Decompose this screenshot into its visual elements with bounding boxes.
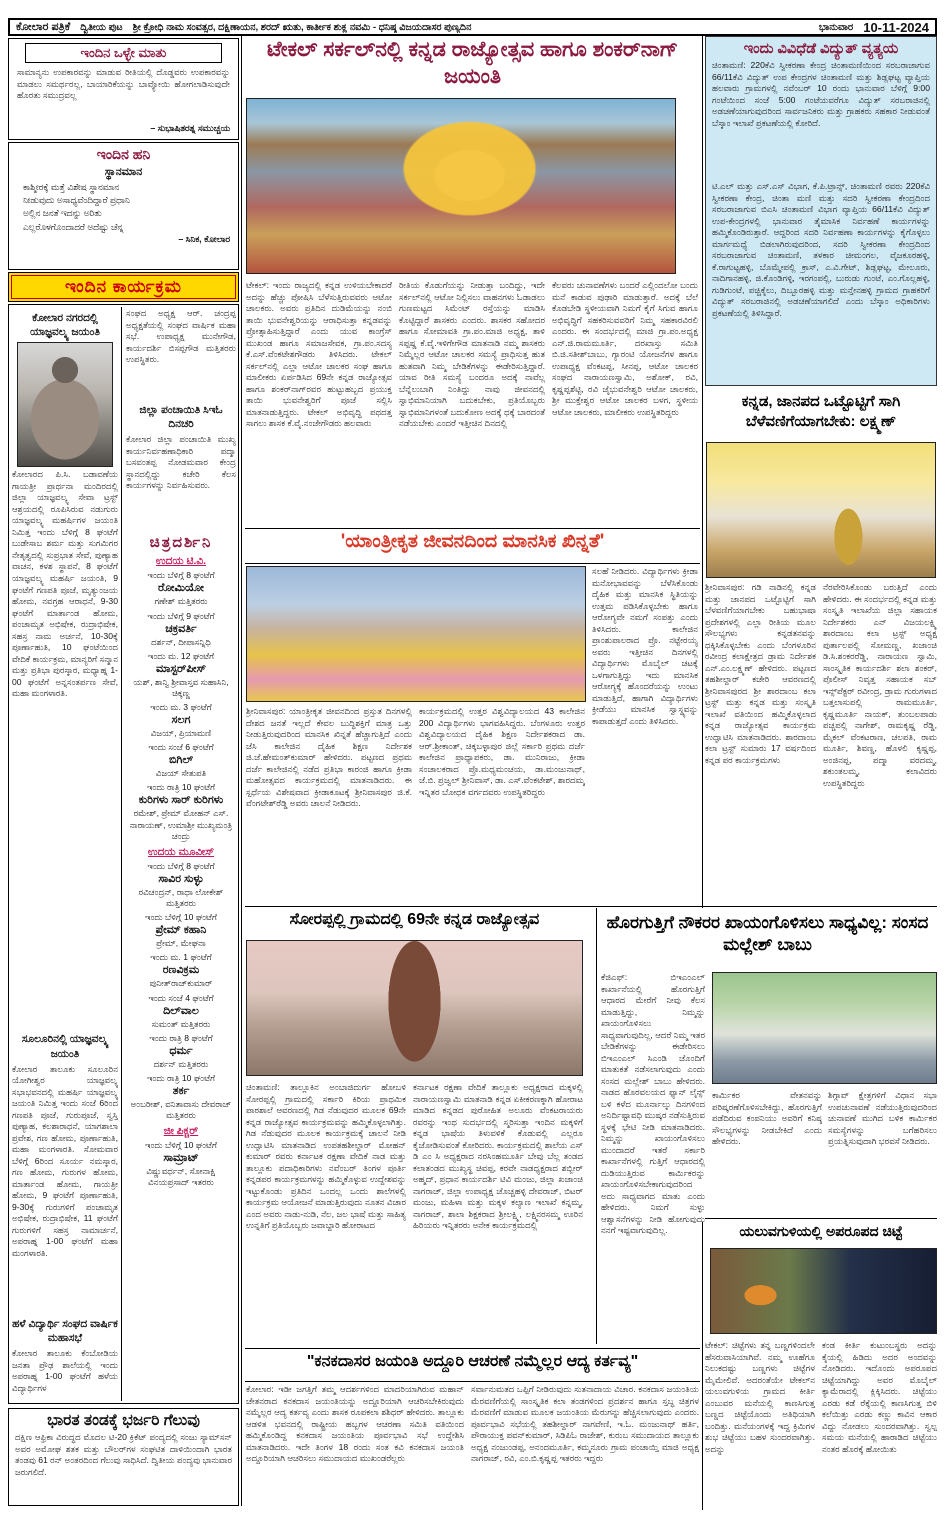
cricket-headline: ಭಾರತ ತಂಡಕ್ಕೆ ಭರ್ಜರಿ ಗೆಲುವು [47,1412,200,1429]
article4-headline: "ಕನಕದಾಸರ ಜಯಂತಿ ಅದ್ದೂರಿ ಆಚರಣೆ ನಮ್ಮೆಲ್ಲರ ಆದ್ಯ ಕರ್ತವ್ಯ" [245,1348,700,1382]
good-word-body: ಸಾಮಾನ್ಯನು ಉಪಕಾರವನ್ನು ಮಾಡುವ ರೀತಿಯಲ್ಲಿ ದೊಡ್ಡವರು ಉಪಕಾರವನ್ನು ಮಾಡಲು ಸಮರ್ಥರಲ್ಲ, ಬಾಯಾರಿಕೆಯನ್ನು ಬಾವ್ಯೋಯಿ ಹೋಗಲಾಡಿಸುವುದೇ ಹೊರತು ಸಮುದ್ರವಲ್ಲ [17,67,230,101]
hani-credit: – ಸಿನಿಕ, ಕೋಲಾರ [178,233,230,244]
tv-time: ಇಂದು ಬೆಳಿಗ್ಗೆ 8 ಘಂಟೆಗೆ [147,570,215,581]
good-word-title: ಇಂದಿನ ಒಳ್ಳೇ ಮಾತು [25,43,222,63]
cricket-body: ದಕ್ಷಿಣ ಆಫ್ರಿಕಾ ವಿರುದ್ಧದ ಮೊದಲ ಟಿ-20 ಕ್ರಿಕೆಟ್ ಪಂದ್ಯದಲ್ಲಿ ಸಂಜು ಸ್ಯಾಮ್‌ಸನ್ ಅವರ ಅಮೋಘ ಶತಕ ಮತ್ತು ಬೌಲರ್‌ಗಳ ಸಂಘಟಿತ ದಾಳಿಯಿಂದಾಗಿ ಭಾರತ ತಂಡವು 61 ರನ್ ಅಂತರದಿಂದ ಗೆಲುವು ಸಾಧಿಸಿದೆ. ದ್ವಿತೀಯ ಪಂದ್ಯವು ಭಾನುವಾರ ಜರುಗಲಿದೆ. [15,1432,232,1477]
tv-time: ಇಂದು ಮ. 3 ಘಂಟೆಗೆ [150,702,212,713]
event-body-3: ಕೋಲಾರ ತಾಲೂಕು ಕೆಂಬೋಡಿಯ ಜನತಾ ಪ್ರೌಢ ಶಾಲೆಯಲ್ಲಿ ಇಂದು ಅಪರಾಹ್ನ 1-00 ಘಂಟೆಗೆ ಹಳೆಯ ವಿದ್ಯಾರ್ಥಿಗಳ [12,1348,118,1393]
programs-col2 [126,308,236,1400]
event-head-yajnavalkya-sooluru: ಸೂಲೂರಿನಲ್ಲಿ ಯಾಜ್ಞವಲ್ಕ್ಯ ಜಯಂತಿ [21,1033,109,1060]
good-word-box [8,38,239,140]
mallesh-col3: ಶಿಗ್ಗಾವ್ ಕ್ಷೇತ್ರಗಳಿಗೆ ವಿಧಾನ ಸಭಾ ಉಪಚುನಾವಣೆ ನಡೆಯುತ್ತಿರುವುದರಿಂದ ಚುನಾವಣೆ ಮುಗಿದ ಬಳಿಕ ಕಾರ್ಮಿಕರ ಸಮಸ್ಯೆಗಳನ್ನು ಬಗೆಹರಿಸಲು ಪ್ರಯತ್ನಿಸುವುದಾಗಿ ಭರವಸೆ ನೀಡಿದರು. [828,1090,937,1147]
day-label: ಭಾನುವಾರ [818,21,854,33]
h-rule-2 [705,1218,937,1219]
event-body-2: ಕೋಲಾರ ತಾಲೂಕು ಸೂಲೂರಿನ ಯೋಗೀಶ್ವರ ಯಾಜ್ಞವಲ್ಕ್ಯ ಸಭಾಭವನದಲ್ಲಿ ಮಹರ್ಷಿ ಯಾಜ್ಞವಲ್ಕ್ಯ ಜಯಂತಿ ನಿಮಿತ್ತ ಇಂದು ಸಂಜೆ 6ರಿಂದ ಗಣಪತಿ ಪೂಜೆ, ಗುರುಪೂಜೆ, ಸ್ವಸ್ತಿ ಪುಣ್ಯಾಹ, ಕಲಶಾರಾಧನೆ, ಯಾಗಶಾಲಾ ಪ್ರವೇಶ, ಗಣ ಹೋಮ, ಪೂರ್ಣಾಹುತಿ, ಮಹಾ ಮಂಗಳಾರತಿ. ಸೋಮವಾರ ಬೆಳಿಗ್ಗೆ 6ರಿಂದ ಸೂರ್ಯ ನಮಸ್ಕಾರ, ಗಣ ಹೋಮ, ಗುರುಗಳ ಹೋಮ, ಮಾರ್ತಾಂಡ ಹೋಮ, ಗಾಯತ್ರೀ ಹೋಮ, 9 ಘಂಟೆಗೆ ಪೂರ್ಣಾಹುತಿ, 9-30ಕ್ಕೆ ಗುರುಗಳಿಗೆ ಪಂಚಾಮೃತ ಅಭಿಷೇಕ, ರುದ್ರಾಭಿಷೇಕ, 11 ಘಂಟೆಗೆ ಗುರುಗಳಿಗೆ ಸಹಸ್ರ ನಾಮಾರ್ಚನೆ, ಅಪರಾಹ್ನ 1-00 ಘಂಟೆಗೆ ಮಹಾ ಮಂಗಳಾರತಿ. [12,1063,118,1258]
power-outage-para1: ಚಿಂತಾಮಣಿ: 220ಕೆವಿ ಸ್ವೀಕರಣಾ ಕೇಂದ್ರ ಚಿಂತಾಮಣಿಯಿಂದ ಸರಬರಾಜಾಗುವ 66/11ಕೆವಿ ವಿದ್ಯುತ್ ಉಪ ಕೇಂದ್ರಗಳ ಚಿಂತಾಮಣಿ ಮತ್ತು ಶಿಡ್ಲಘಟ್ಟ ವ್ಯಾಪ್ತಿಯ ಹಲವಾರು ಗ್ರಾಮಗಳಲ್ಲಿ ನವೆಂಬರ್ 10 ರಂದು ಭಾನುವಾರ ಬೆಳಿಗ್ಗೆ 9:00 ಗಂಟೆಯಿಂದ ಸಂಜೆ 5:00 ಗಂಟೆಯವರೆಗೂ ವಿದ್ಯುತ್ ಸರಬರಾಜಿನಲ್ಲಿ ಅಡಚಣೆಯಾಗುವುದರಿಂದ ಸಾರ್ವಜನಿಕರು ಮತ್ತು ಗ್ರಾಹಕರು ಸಹಕಾರ ನೀಡುವಂತೆ ಬೆಸ್ಕಾಂ ಇಲಾಖೆ ಪ್ರಕಟಣೆಯಲ್ಲಿ ಕೋರಿದೆ. [712,60,930,128]
programs-box [8,304,239,1404]
article3-headline: ಸೋರಪ್ಪಲ್ಲಿ ಗ್ರಾಮದಲ್ಲಿ 69ನೇ ಕನ್ನಡ ರಾಜ್ಯೋತ್ಸವ [289,911,540,928]
channel-zee-picture: ಜೀ ಪಿಕ್ಚರ್ [163,1125,199,1138]
channel-udaya-tv: ಉದಯ ಟಿ.ವಿ. [155,555,207,568]
tv-movie-title: ಸಾಮ್ರಾಟ್ [163,1152,199,1165]
tv-cast: ರಮೇಶ್, ಪ್ರೇಮ್ ಮೋಹನ್ ಎಸ್. ನಾರಾಯಣ್, ಉಮಾಶ್ರೀ ಮುಖ್ಯಮಂತ್ರಿ ಚಂದ್ರು [129,808,233,841]
tv-time: ಇಂದು ಮ. 1 ಘಂಟೆಗೆ [150,952,212,963]
tv-cast: ದರ್ಶನ್ ಮತ್ತಿತರರು [153,1058,209,1069]
tv-movie-title: ಸಾವಿರ ಸುಳ್ಳು [158,872,204,885]
tv-movie-title: ರಣವಿಕ್ರಮ [162,964,200,977]
butterfly-photo [710,1248,937,1334]
tv-movie-title: ಚಕ್ರವರ್ತಿ [165,622,197,635]
column-rule-left [241,36,242,1506]
article3-col1: ಚಿಂತಾಮಣಿ: ತಾಲ್ಲೂಕಿನ ಅಂಬಾಜಿದುರ್ಗ ಹೋಬಳಿ ಸೋರಪ್ಪಲ್ಲಿ ಗ್ರಾಮದಲ್ಲಿ ಸರ್ಕಾರಿ ಕಿರಿಯ ಪ್ರಾಥಮಿಕ ಪಾಠಶಾಲೆ ಆವರಣದಲ್ಲಿ ಗಿಡ ನೆಡುವುದರ ಮೂಲಕ 69ನೇ ಕನ್ನಡ ರಾಜ್ಯೋತ್ಸವ ಕಾರ್ಯಕ್ರಮವನ್ನು ಹಮ್ಮಿಕೊಳ್ಳಲಾಗಿತ್ತು. ಗಿಡ ನೆಡುವುದರ ಮೂಲಕ ಕಾರ್ಯಕ್ರಮಕ್ಕೆ ಚಾಲನೆ ನೀಡಿ ಉದ್ಘಾಟಿಸಿ ಮಾತನಾಡಿದ ಉಪತಹಶೀಲ್ದಾರ್ ಮೋಹನ್ ಕುಮಾರ್ ರವರು ಕರ್ನಾಟಕ ರಕ್ಷಣಾ ವೇದಿಕೆ ನಾಡ ಮತ್ತು ತಾಲ್ಲೂಕು ಪದಾಧಿಕಾರಿಗಳು ನವೆಂಬರ್ ತಿಂಗಳ ಪೂರ್ತಿ ಕನ್ನಡಪರ ಕಾರ್ಯಕ್ರಮಗಳನ್ನು ಹಮ್ಮಿಕೊಳ್ಳುವ ಉದ್ದೇಶವನ್ನು ಇಟ್ಟುಕೊಂಡು ಪ್ರತಿದಿನ ಒಂದಲ್ಲ ಒಂದು ಶಾಲೆಗಳಲ್ಲಿ ಕಾರ್ಯಕ್ರಮ ಆಯೋಜನೆ ಮಾಡುತ್ತಿರುವುದು ನೂತನ ವಿಚಾರ ಎಂದ ಅವರು ನಾಡು-ನುಡಿ, ನೆಲ, ಜಲ ಭಾಷೆ ಮತ್ತು ಸಾಹಿತ್ಯ ಉನ್ನತಿಗೆ ಪ್ರತಿಯೊಬ್ಬರು ಜವಾಬ್ದಾರಿ ಹೋರಾಟದ [246,1082,406,1231]
tv-cast: ಪ್ರೇಮ್, ಮೇಘನಾ [156,938,206,949]
event-head-alumni: ಹಳೆ ವಿದ್ಯಾರ್ಥಿ ಸಂಘದ ವಾರ್ಷಿಕ ಮಹಾಸಭೆ [12,1317,118,1344]
hani-line: ಎಲ್ಲರೊಳಗೊಂದಾದರೆ ಅದೆಷ್ಟು ಚೆನ್ನ [23,221,124,232]
tv-time: ಇಂದು ರಾತ್ರಿ 8 ಘಂಟೆಗೆ [149,1032,213,1043]
article4-col1: ಕೋಲಾರ: ಇಡೀ ಜಗತ್ತಿಗೆ ತಮ್ಮ ಆದರ್ಶಗಳಿಂದ ಮಾದರಿಯಾಗಿರುವ ಮಹಾನ್ ಚೇತನರಾದ ಕನಕದಾಸ ಜಯಂತಿಯನ್ನು ಅದ್ದೂರಿಯಾಗಿ ಆಚರಿಸಬೇಕಿರುವುದು ನಮ್ಮೆಲ್ಲರ ಆದ್ಯ ಕರ್ತವ್ಯ ಎಂದು ಶಾಸಕ ರೂಪಕಲಾ ಶಶಿಧರ್ ಹೇಳಿದರು. ತಾಲ್ಲೂಕು ಆಡಳಿತ ಭವನದಲ್ಲಿ ರಾಷ್ಟ್ರೀಯ ಹಬ್ಬಗಳ ಆಚರಣಾ ಸಮಿತಿ ವತಿಯಿಂದ ಹಮ್ಮಿಕೊಂಡಿದ್ದ ಕನಕದಾಸ ಜಯಂತಿಯ ಪೂರ್ವಭಾವಿ ಸಭೆ ಉದ್ದೇಶಿಸಿ ಮಾತನಾಡಿದರು. ಇದೇ ತಿಂಗಳ 18 ರಂದು ಸಂತ ಕವಿ ಕನಕದಾಸ ಜಯಂತಿ ಅದ್ದೂರಿಯಾಗಿ ಆಚರಿಸಲು ಸಮುದಾಯದ ಮುಖಂಡರೆಲ್ಲರು [246,1384,464,1464]
h-rule-1 [245,906,937,907]
mallesh-col2: ಕಾರ್ಮಿಕರ ವೇತನವನ್ನು ಪರಿಷ್ಕರಣೆಗೊಳಿಸಬೇಕಿದ್ದು, ಹೊರಗುತ್ತಿಗೆ ಪಡೆದಿರುವ ಕಂಪನಿಯು ಅವರಿಗೆ ಕನಿಷ್ಠ ಸೌಲಭ್ಯಗಳನ್ನು ನೀಡಬೇಕಿದೆ ಎಂದು ಹೇಳಿದರು. [712,1090,822,1147]
almanac-line: ಶ್ರೀ ಕ್ರೋಧಿ ನಾಮ ಸಂವತ್ಸರ, ದಕ್ಷಿಣಾಯನ, ಶರದ್ ಋತು, ಕಾರ್ತೀಕ ಶುಕ್ಲ ನವಮಿ - ಧನಿಷ್ಠ ವಿಜಯದಾಸರ ಪುಣ್ಯದಿನ [132,21,472,33]
tv-cast: ವಿಜಯ್ ಸೇತುಪತಿ [155,768,207,779]
tv-movie-title: ರೋಮಿಯೋ [158,582,204,595]
tv-movie-title: ಸಲಗ [171,714,191,727]
tv-cast: ವಿಜಯ್, ಪ್ರಿಯಾಮಣಿ [150,728,212,739]
tv-time: ಇಂದು ಮ. 12 ಘಂಟೆಗೆ [147,650,215,661]
article2-headline: 'ಯಾಂತ್ರೀಕೃತ ಜೀವನದಿಂದ ಮಾನಸಿಕ ಖಿನ್ನತೆ' [245,528,700,564]
masthead [8,18,937,36]
tv-cast: ರವಿಚಂದ್ರನ್, ರಾಧಾ ಲೋಕೇಶ್ ಮತ್ತಿತರರು [138,886,224,909]
mallesh-headline: ಹೊರಗುತ್ತಿಗೆ ನೌಕರರ ಖಾಯಂಗೊಳಿಸಲು ಸಾಧ್ಯವಿಲ್ಲ: ಸಂಸದ ಮಲ್ಲೇಶ್ ಬಾಬು [606,913,929,955]
tv-movie-title: ಪ್ರೇಮ್ ಕಹಾನಿ [155,924,207,937]
edition-label: ದ್ವಿತೀಯ ಪುಟ [80,21,123,33]
tv-listings-title: ಚಿತ್ರದರ್ಶಿನಿ [149,534,213,552]
tv-movie-title: ಬಿಗಿಲ್ [168,754,194,767]
programs-banner [8,272,239,302]
mallesh-photo-mp-speaking [712,972,937,1084]
programs-divider [121,307,122,1401]
article4-col2: ಸರ್ವಾನುಮತದ ಒಪ್ಪಿಗೆ ನೀಡಿರುವುದು ಸುತನಾದಾಯ ವಿಚಾರ. ಕನಕದಾಸ ಜಯಂತಿಯ ಮೆರವಣಿಗೆಯಲ್ಲಿ ಸಾಂಸ್ಕೃತಿಕ ಕಲಾ ತಂಡಗಳಿಂದ ಪ್ರದರ್ಶನ ಹಾಗೂ ಸ್ತಬ್ಧ ಚಿತ್ರಗಳ ಮೆರವಣಿಗೆ ಮಾಡುವ ಮೂಲಕ ಜಯಂತಿಯ ಮೆರುಗನ್ನು ಹೆಚ್ಚಿಸಲಾಗುವುದು ಎಂದರು. ಪೂರ್ವಭಾವಿ ಸಭೆಯಲ್ಲಿ ತಹಶೀಲ್ದಾರ್ ನಾಗವೇಣಿ, ಇ.ಓ. ಮಂಜುನಾಥ್ ಹರ್ತಿ, ಪೌರಾಯುಕ್ತ ಪವನ್‌ಕುಮಾರ್, ಸಿಡಿಪಿಓ ರಾಜೇಶ್, ಕುರುಬ ಸಮುದಾಯದ ತಾಲ್ಲೂಕು ಅಧ್ಯಕ್ಷ ನಂಜುಂಡಪ್ಪ, ಅನಂದಮೂರ್ತಿ, ಕಮ್ಮನೂರು ಗ್ರಾಮ ಪಂಚಾಯ್ತಿ ಮಾಜಿ ಅಧ್ಯಕ್ಷ ನಾಗರಾಜ್, ರವಿ, ಎಂ.ಬಿ.ಕೃಷ್ಣಪ್ಪ ಇತರರು ಇದ್ದರು [471,1384,699,1464]
lakshman-col2: ನೆರವೇರಿಸಿಕೊಂಡು ಬರುತ್ತಿದೆ ಎಂದು ಹೇಳಿದರು. ಈ ಸಂದರ್ಭದಲ್ಲಿ ಕನ್ನಡ ಮತ್ತು ಸಂಸ್ಕೃತಿ ಇಲಾಖೆಯ ಜಿಲ್ಲಾ ಸಹಾಯಕ ನಿರ್ದೇಶಕರು ಎನ್ ವಿಜಯಲಕ್ಷ್ಮಿ ಶಾರದಾಂಬ ಕಲಾ ಟ್ರಸ್ಟ್ ಅಧ್ಯಕ್ಷ ಪುರ್ತಾಲಪಲ್ಲಿ ಸೋಮಣ್ಣ, ಖಜಾಂಚಿ ಡಿ.ಸಿ.ಶಂಕರರೆಡ್ಡಿ, ನಾರಾಯಣ ಸ್ವಾಮಿ, ಸಾಂಸ್ಕೃತಿಕ ಕಾರ್ಯದರ್ಶಿ ಶಲಾ ಶಂಕರ್, ಪೊಲೀಸ್ ನಿವೃತ್ತ ಸಹಾಯಕ ಸಬ್ ಇನ್ಸ್‌ಪೆಕ್ಟರ್ ರವೀಂದ್ರ, ಡ್ರಾಮ ಗುರುಗಳಾದ ಬತ್ತಲಾಸುಪಲ್ಲಿ ರಾಮಮೂರ್ತಿ, ಕೃಷ್ಣಮೂರ್ತಿ ನಾಯಕ್, ತುಂಬಲಪಾಡು ಪಚ್ಚಪಲ್ಲಿ ನಾಗೇಶ್, ರಾಮಕೃಷ್ಣ ರೆಡ್ಡಿ, ಮೈಕಲ್ ವೆಂಕಟರಾಣ, ಚಲಪತಿ, ರಾಮ ಮೂರ್ತಿ, ಶಿವಣ್ಣ, ಹೊಳಲಿ ಕೃಷ್ಣಪ್ಪ, ಅಂಜಿನಪ್ಪ, ಪದ್ಮಾ ವರದಮ್ಮ, ಶಕುಂತಲಮ್ಮ, ಕಲಾವಿದರು ಉಪಸ್ಥಿತರಿದ್ದರು [823,582,937,788]
tv-time: ಇಂದು ಸಂಜೆ 6 ಘಂಟೆಗೆ [148,742,214,753]
mallesh-col1: ಕೆಜಿಎಫ್: ಬಿಇಎಂಎಲ್ ಕಾರ್ಖಾನೆಯಲ್ಲಿ ಹೊರಗುತ್ತಿಗೆ ಆಧಾರದ ಮೇರೆಗೆ ನೀವು ಕೆಲಸ ಮಾಡುತ್ತಿದ್ದು, ನಿಮ್ಮನ್ನು ಖಾಯಂಗೊಳಿಸಲು ಸಾಧ್ಯವಾಗುವುದಿಲ್ಲ, ಆದರೆ ನಿಮ್ಮ ಇತರ ಬೇಡಿಕೆಗಳನ್ನು ಈಡೇರಿಸಲು ಬಿಇಎಂಎಲ್ ಸಿಎಂಡಿ ಜೊಂದಿಗೆ ಮಾತುಕತೆ ನಡೆಸಲಾಗುವುದು ಎಂದು ಸಂಸದ ಮಲ್ಲೇಶ್ ಬಾಬು ಹೇಳಿದರು. ನಾಡದ ಹೊರವಲಯದ ಫ್ಯಾನ್ ಲೈನ್ಸ್ ಬಳಿ ಕಳೆದ ಮೂರ್ನಾಲ್ಕು ದಿನಗಳಿಂದ ಅನಿರ್ದಿಷ್ಟಾವಧಿ ಮುಷ್ಕರ ನಡೆಸುತ್ತಿರುವ ಸ್ಥಳಕ್ಕೆ ಭೇಟಿ ನೀಡಿ ಮಾತನಾಡಿದರು. ನಿಮ್ಮನ್ನು ಖಾಯಂಗೊಳಿಸಲು ಮುಂದಾದರೆ ಇತರೆ ಸರ್ಕಾರಿ ಕಾರ್ಖಾನೆಗಳಲ್ಲಿ ಗುತ್ತಿಗೆ ಆಧಾರದಲ್ಲಿ ದುಡಿಯುತ್ತಿರುವ ಕಾರ್ಮಿಕರನ್ನು ಖಾಯಂಗೊಳಿಸಬೇಕಾಗುವುದರಿಂದ ಅದು ಸಾಧ್ಯವಾಗದ ಮಾತು ಎಂದು ಹೇಳಿದರು. ನಿಮಗೆ ಸುಳ್ಳು ಆಶ್ವಾಸನೆಗಳನ್ನು ನೀಡಿ ಹೋಗುವುದು ನನಗೆ ಇಷ್ಟವಾಗುವುದಿಲ್ಲ. [601,972,705,1236]
article1-headline: ಟೇಕಲ್ ಸರ್ಕಲ್‌ನಲ್ಲಿ ಕನ್ನಡ ರಾಜ್ಯೋತ್ಸವ ಹಾಗೂ ಶಂಕರ್‌ನಾಗ್ ಜಯಂತಿ [266,38,679,89]
hani-subtitle: ಸ್ಥಾನಮಾನ [104,166,143,178]
hani-title: ಇಂದಿನ ಹನಿ [96,146,151,162]
tv-time: ಇಂದು ಬೆಳಿಗ್ಗೆ 8 ಘಂಟೆಗೆ [147,860,215,871]
tv-time: ಇಂದು ಬೆಳಿಗ್ಗೆ 10 ಘಂಟೆಗೆ [144,1140,217,1151]
tv-cast: ಪುನೀತ್‌ರಾಜ್‌ಕುಮಾರ್ [149,978,213,989]
column-rule-right-top [702,36,703,908]
butterfly-headline: ಯಲುವಗುಳಿಯಲ್ಲಿ ಅಪರೂಪದ ಚಿಟ್ಟೆ [739,1223,903,1239]
hani-line: ಕಾಶ್ಮೀರಕ್ಕೆ ಮತ್ತೆ ವಿಶೇಷ ಸ್ಥಾನಮಾನ [23,182,120,192]
tv-time: ಇಂದು ಬೆಳಿಗ್ಗೆ 9 ಘಂಟೆಗೆ [147,610,215,621]
lakshman-photo-lamp-lighting [706,442,936,578]
ceo-diary-body: ಕೋಲಾರ ಜಿಲ್ಲಾ ಪಂಚಾಯಿತಿ ಮುಖ್ಯ ಕಾರ್ಯನಿರ್ವಹಣಾಧಿಕಾರಿ ಪದ್ಮಾ ಬಸವಂತಪ್ಪ ನೋಡಮವಾರ ಕೇಂದ್ರ ಸ್ಥಾನದಲ್ಲಿದ್ದು ಕಚೇರಿ ಕೆಲಸ ಕಾರ್ಯಗಳನ್ನು ನಿರ್ವಹಿಸುವರು. [126,434,236,491]
tv-time: ಇಂದು ಬೆಳಿಗ್ಗೆ 10 ಘಂಟೆಗೆ [144,912,217,923]
programs-banner-label: ಇಂದಿನ ಕಾರ್ಯಕ್ರಮ [65,277,182,296]
tv-movie-title: ಮಾಸ್ಟರ್‌ಪೀಸ್ [156,662,206,675]
programs-col1 [12,308,118,1400]
tv-movie-title: ತರ್ಕ [172,1084,190,1097]
lakshman-col1: ಶ್ರೀನಿವಾಸಪುರ: ಗಡಿ ನಾಡಿನಲ್ಲಿ ಕನ್ನಡ ಮತ್ತು ಜಾನಪದ ಒಟ್ಟೊಟ್ಟಿಗೆ ಸಾಗಿ ಬೆಳವಣಿಗೆಯಾಗಬೇಕು ಬಹುಭಾಷಾ ಪ್ರದೇಶಗಳಲ್ಲಿ ಎಲ್ಲಾ ರೀತಿಯ ಮೂಲ ಸೌಲಭ್ಯಗಳು ಕನ್ನಡತನವನ್ನು ಧಕ್ಕಿಸಿಕೊಳ್ಳಬೇಕು ಎಂದು ಬೆಂಗಳೂರಿನ ರವೀಂದ್ರ ಕಲಾಕ್ಷೇತ್ರದ ಡ್ರಾಮ ನಿರ್ದೇಶಕ ಎನ್.ಎಂ.ಲಕ್ಷ್ಮಣ್ ಹೇಳಿದರು. ಪಟ್ಟಣದ ತಹಶೀಲ್ದಾರ್ ಕಚೇರಿ ಆವರಣದಲ್ಲಿ ಶ್ರೀನಿವಾಸಪುರದ ಶ್ರೀ ಶಾರದಾಂಬ ಕಲಾ ಟ್ರಸ್ಟ್ ಮತ್ತು ಕನ್ನಡ ಮತ್ತು ಸಂಸ್ಕೃತಿ ಇಲಾಖೆ ವತಿಯಿಂದ ಹಮ್ಮಿಕೊಳ್ಳಲಾದ ಕನ್ನಡ ರಾಜ್ಯೋತ್ಸವ ಕಾರ್ಯಕ್ರಮ ಉದ್ಘಾಟಿಸಿ ಮಾತನಾಡಿದರು. ಶಾರದಾಂಬ ಕಲಾ ಟ್ರಸ್ಟ್ ಸುಮಾರು 17 ವರ್ಷದಿಂದ ಕನ್ನಡ ಪರ ಕಾರ್ಯಕ್ರಮಗಳು [705,582,816,765]
tv-cast: ವಿಷ್ಣುವರ್ಧನ್, ಸೋನಾಕ್ಷಿ ವಿನಯಪ್ರಸಾದ್ ಇತರರು [146,1166,216,1188]
hani-line: ಅಲ್ಲಿನ ಜನತೆ ಇದನ್ನು ಅರಿತು [23,208,102,219]
tv-cast: ಸುಮಂತ್ ಮತ್ತಿತರರು [151,1018,211,1029]
sangha-continuation: ಸಂಘದ ಅಧ್ಯಕ್ಷ ಆರ್. ಚಂದ್ರಪ್ಪ ಅಧ್ಯಕ್ಷತೆಯಲ್ಲಿ ಸಂಘದ ವಾರ್ಷಿಕ ಮಹಾ ಸಭೆ. ಉಪಾಧ್ಯಕ್ಷ ಮುನೇಗೌಡ, ಕಾರ್ಯದರ್ಶಿ ಬಿಸಪ್ಪಗೌಡ ಮತ್ತಿತರರು ಉಪಸ್ಥಿತರು. [126,308,236,365]
event-head-yajnavalkya-kolar: ಕೋಲಾರ ನಗರದಲ್ಲಿ ಯಾಜ್ಞವಲ್ಕ್ಯ ಜಯಂತಿ [30,312,100,339]
column-rule-mallesh [596,908,597,1344]
article1-col2: ರೀತಿಯ ಕೊಡುಗೆಯನ್ನು ನೀಡುತ್ತಾ ಬಂದಿದ್ದು, ಇದೇ ಸರ್ಕಲ್‌ನಲ್ಲಿ ಆಟೋ ನಿಲ್ಲಿಸಲು ವಾಹನಗಳು ಓಡಾಡಲು ಗುಣಮಟ್ಟದ ಸಿಮೆಂಟ್ ರಸ್ತೆಯನ್ನು ಮಾಡಿಸಿ ಕೊಟ್ಟಿದ್ದಾರೆ ಶಾಸಕರು ಎಂದರು. ಶಾಸಕರ ಸಹೋದರ ಹಾಗೂ ಸೋಮಾವತಿ ಗ್ರಾ.ಪಂ.ಮಾಜಿ ಅಧ್ಯಕ್ಷ, ತಾಳಿ ಸಪ್ಪಷ್ಣ ಕೆ.ವೈ.ಇಳಿಗೇಗೌಡ ಮಾತನಾಡಿ ನಮ್ಮ ಶಾಸಕರು ನಿಮ್ಮೆಲ್ಲರ ಆಟೋ ಚಾಲಕರ ಸಮಸ್ಯೆ ಪ್ರಾಧಿಸುತ್ತ ಹುತ ಹುತವಾಗಿ ನಿಮ್ಮ ಬೇಡಿಕೆಗಳನ್ನು ಈಡೇರಿಸುತ್ತಿದ್ದಾರೆ. ಯಾವ ರೀತಿ ಸಮಸ್ಯೆ ಬಂದರೂ ಅದಕ್ಕೆ ನಾವೆಲ್ಲ ಬೆನ್ನೆಲುಬಾಗಿ ನಿಂತಿದ್ದು ನಾವು ಜೀವನದಲ್ಲಿ ಸ್ವಾಭಿಮಾನಿಯಾಗಿ ಬದುಕಬೇಕು, ಪ್ರತಿಯೊಬ್ಬರು ಸ್ವಾಭಿಮಾನಿಗಳಂತೆ ಬದುಕೋಣ ಅದಕ್ಕೆ ಧಕ್ಕೆ ಬಾರದಂತೆ ನಡೆಯಬೇಕು ಎಂದರೆ ಇತ್ತೀಚಿನ ದಿನದಲ್ಲಿ [399,280,545,429]
article3-photo-speaker-mic [246,940,583,1076]
sage-portrait-photo [17,342,113,467]
hani-box [8,142,239,270]
tv-time: ಇಂದು ರಾತ್ರಿ 10 ಘಂಟೆಗೆ [146,782,216,793]
tv-cast: ಯಶ್, ಶಾನ್ವಿ ಶ್ರೀವಾಸ್ತವ ಸುಹಾಸಿನಿ, ಚಿಕ್ಕಣ್ಣ [133,676,229,698]
tv-time: ಇಂದು ರಾತ್ರಿ 10 ಘಂಟೆಗೆ [146,1072,216,1083]
power-outage-box [705,36,937,386]
ceo-diary-head: ಜಿಲ್ಲಾ ಪಂಚಾಯಿತಿ ಸಿಇಓ ದಿನಚರಿ [139,404,223,431]
butterfly-col2: ಕಂಡ ಕೀರ್ತಿ ಕುಟುಂಬಸ್ಥರು ಅದನ್ನು ಕೈಯಲ್ಲಿ ಹಿಡಿದು ಅದರ ಅಂದವನ್ನು ನೋಡಿದರು. ಇದೊಂದು ಅಪರೂಪದ ಚಿಟ್ಟೆಯಾಗಿದ್ದು ಅವರ ಮೊಬೈಲ್ ಕ್ಯಾಮೆರಾದಲ್ಲಿ ಕ್ಲಿಕ್ಕಿಸಿದರು. ಚಿಟ್ಟೆಯು ಎರಡು ಕಡೆ ರೆಕ್ಕೆಯಲ್ಲಿ ಕಾಣಸಿಗುತ್ತ ಬಿಳಿ ಕಲೆಯಿತ್ತು ಎರಡು ಕಣ್ಣು ಕಾವಿನ ಆಕಾರ ವಿದ್ದು ನೋಡಲು ಸುಂದರವಾಗಿತ್ತು. ಸ್ವಲ್ಪ ಸಮಯ ಮನೆಯಲ್ಲಿ ಹಾರಾಡಿದ ಚಿಟ್ಟೆಯು ನಂತರ ಹೊರಕ್ಕೆ ಹೋಯಿತು [822,1340,937,1454]
lakshman-headline: ಕನ್ನಡ, ಜಾನಪದ ಒಟ್ಟೊಟ್ಟಿಗೆ ಸಾಗಿ ಬೆಳೆವಣಿಗೆಯಾಗಬೇಕು: ಲಕ್ಷ್ಮಣ್ [741,393,901,430]
article1-col3: ಕೆಲವರು ಚುನಾವಣೆಗಳು ಬಂದರೆ ಎಲ್ಲಿಂದಲೋ ಬಂದು ಮನೆ ಕಾಡುವ ಪುಢಾರಿ ಮಾಡುತ್ತಾರೆ. ಅದಕ್ಕೆ ಬೆಲೆ ಕೊಡಬೇಡಿ ಸ್ಥಳೀಯವಾಗಿ ನಿಮಗೆ ಕೈಗೆ ಸಿಗುವ ಹಾಗೂ ಅಭಿವೃದ್ಧಿಗೆ ಸಹಕರಿಸುವವರಿಗೆ ನಿಮ್ಮ ಸಹಕಾರವಿರಲಿ ಎಂದರು. ಈ ಸಂದರ್ಭದಲ್ಲಿ ಮಾಜಿ ಗ್ರಾ.ಪಂ.ಅಧ್ಯಕ್ಷ ಎನ್.ಜಿ.ರಾಮಮೂರ್ತಿ, ದರಖಾಸ್ತು ಸಮಿತಿ ಬಿ.ಜಿ.ಸತೀಶ್‌ಬಾಬು, ಗ್ಯಾರಂಟಿ ಯೋಜನೆಗಳ ಹಾಗೂ ಉಪಾಧ್ಯಕ್ಷ ವೆಂಕಟಪ್ಪ, ಸೀನಪ್ಪ, ಆಟೋ ಚಾಲಕರ ಸಂಘದ ನಾರಾಯಣಸ್ವಾಮಿ, ಅಶೋಕ್, ರವಿ, ಕೃಷ್ಣಪ್ಪಶೆಟ್ಟಿ, ರವಿ ಜೈಭುವನೇಶ್ವರಿ ಆಟೋ ಚಾಲಕರು, ಶ್ರೀ ಮುಕ್ತೇಶ್ವರ ಆಟೋ ಚಾಲಕರ ಬಳಗ, ಸ್ಥಳೀಯ ಆಟೋ ಚಾಲಕರು, ಮಾಲೀಕರು ಉಪಸ್ಥಿತರಿದ್ದರು [552,280,698,417]
article2-col2: ಕಾರ್ಯಕ್ರಮದಲ್ಲಿ ಉತ್ತರ ವಿಶ್ವವಿದ್ಯಾಲಯದ 43 ಕಾಲೇಜಿನ 200 ವಿದ್ಯಾರ್ಥಿಗಳು ಭಾಗವಹಿಸಿದ್ದರು. ಬೆಂಗಳೂರು ಉತ್ತರ ವಿಶ್ವವಿದ್ಯಾಲಯದ ದೈಹಿಕ ಶಿಕ್ಷಣ ನಿರ್ದೇಶಕರಾದ ಡಾ. ಆರ್.ಶ್ರೀಕಾಂತ್, ಚಿಕ್ಕಬಳ್ಳಾಪುರ ಜಿಲ್ಲೆ ಸರ್ಕಾರಿ ಪ್ರಥಮ ದರ್ಜೆ ಕಾಲೇಜಿನ ಪ್ರಾಧ್ಯಾಪಕರು, ಡಾ. ಮುನಿರಾಜು, ಕ್ರೀಡಾ ಸಂಚಾಲಕರಾದ ಪ್ರೊ.ಮಧ್ಯಮಂಚಯ, ಡಾ.ಮಂಜುನಾಥ್, ಜೆ.ಬಿ. ಪ್ರಜ್ವಲ್ ಶ್ರೀನಿವಾಸ್, ಡಾ. ಎಸ್.ವೆಂಕಟೇಶ್, ಶಾರದಮ್ಮ ಇನ್ನಿತರ ಬೋಧಕ ವರ್ಗದವರು ಉಪಸ್ಥಿತರಿದ್ದರು [419,706,585,797]
channel-udaya-movies: ಉದಯ ಮೂವೀಸ್ [147,845,215,858]
power-outage-para2: ಟಿ.ಎಲ್ ಮತ್ತು ಎಸ್.ಎಸ್ ವಿಭಾಗ, ಕೆ.ಪಿ.ಟ್ರಾನ್ಸ್, ಚಿಂತಾಮಣಿ ರವರು 220ಕೆವಿ ಸ್ವೀಕರಣಾ ಕೇಂದ್ರ, ಚಿಂತಾ ಮಣಿ ಮತ್ತು ಸದರಿ ಸ್ವೀಕರಣಾ ಕೇಂದ್ರದಿಂದ ಸರಬರಾಜಾಗುವ ಬಿಎಸಿ ಚಿಂತಾಮಣಿ ವಿಭಾಗ ವ್ಯಾಪ್ತಿಯ 66/11ಕೆವಿ ವಿದ್ಯುತ್ ಉಪ-ಕೇಂದ್ರಗಳಲ್ಲಿ ಭಾನುವಾರ ತೈಮಾಸಿಕ ನಿರ್ವಹಣೆ ಕಾರ್ಯಗಳನ್ನು ಹಮ್ಮಿಕೊಂಡಿರುತ್ತಾರೆ. ಆದ್ದರಿಂದ ಸದರಿ ನಿರ್ವಹಣಾ ಕಾರ್ಯಗಳನ್ನು ಕೈಗೊಳ್ಳಲು ಮಾರ್ಗಮಧ್ಯೆ ಬಿಡಲಾಗಿರುವುದರಿಂದ, ಸದರಿ ಸ್ವೀಕರಣಾ ಕೇಂದ್ರದಿಂದ ಸರಬರಾಜಾಗುವ ಚಿಂತಾಮಣಿ, ತಳಕಾರ ಚೀಮಂಗಲ, ವೈಜಕೂರಹಳ್ಳಿ, ಕೆ.ರಾಗುಟ್ಟಹಳ್ಳಿ, ಬೊಮ್ಮೇಪಲ್ಲಿ ಕ್ರಾಸ್, ಎ.ವಿ.ಗೇಟ್, ಶಿಡ್ಲಘಟ್ಟ, ಮೇಲೂರು, ನಾದಿಗಾನಹಳ್ಳಿ, ಜಿ.ಕೊಂಡಿಗಳ್ಳಿ, ಇರಗಂಪಲ್ಲಿ, ಬುರುಡು ಗುಂಟೆ, ಎಂ.ಗೊಲ್ಲಹಳ್ಳಿ, ಗುಡಿಗುಂಟೆ, ಪಚ್ಚಿಕೈಲು, ದಿಬ್ಬೂರಹಳ್ಳಿ ಮತ್ತು ಮನ್ತೇನಹಳ್ಳಿ ಗ್ರಾಮದ ಗ್ರಾಹಕರಿಗೆ ವಿದ್ಯುತ್ ಸರಬರಾಜಿನಲ್ಲಿ ಅಡಚಣೆಯಾಗಲಿದೆ ಎಂದು ಬೆಸ್ಕಾಂ ಅಧಿಕಾರಿಗಳು ಪ್ರಕಟಣೆಯಲ್ಲಿ ತಿಳಿಸಿದ್ದಾರೆ. [712,181,930,318]
article3-col2: ಕರ್ನಾಟಕ ರಕ್ಷಣಾ ವೇದಿಕೆ ತಾಲ್ಲೂಕು ಅಧ್ಯಕ್ಷರಾದ ಮಕ್ಕಳಲ್ಲಿ ನಾರಾಯಣಸ್ವಾಮಿ ಮಾತನಾಡಿ ಕನ್ನಡ ಏಕೀಕರಣಕ್ಕಾಗಿ ಹೋರಾಟ ಮಾಡಿದ ಕನ್ನಡದ ಪುರೋಹಿತ ಅಲೂರು ವೆಂಕಟರಾಯರು ರವರನ್ನು ಇಂಥ ಸುದರ್ಭದಲ್ಲಿ ಸ್ಮರಿಸುತ್ತಾ ಇಂದಿನ ಮಕ್ಕಳಿಗೆ ಕನ್ನಡ ಭಾಷೆಯ ತಿಳುವಳಿಕೆ ಕೊಡುವಲ್ಲಿ ಎಲ್ಲರೂ ಕೈಜೋಡಿಸುವಂತೆ ಕೋರಿದರು. ಕಾರ್ಯಕ್ರಮದಲ್ಲಿ ಶಾಲೆಯ ಎಸ್ ಡಿ ಎಂ ಸಿ ಅಧ್ಯಕ್ಷರಾದ ನರಸಿಂಹಮೂರ್ತಿ ಬೇವು ಬೆಲ್ಲ ತಂಡದ ಕಲಾತಂಡದ ಮುಖ್ಯಸ್ಥ ಚಿವಪ್ಪ, ಕರವೇ ನಾಡಧ್ಯಕ್ಷರಾದ ಶಬ್ಬೀರ್ ಅಹ್ಮದ್, ಪ್ರಧಾನ ಕಾರ್ಯದರ್ಶಿ ಟಿವಿ ಮಂಜು, ಜಿಲ್ಲಾ ಖಜಾಂಚಿ ನಾಗರಾಜ್, ಜಿಲ್ಲಾ ಉಪಾಧ್ಯಕ್ಷ ಚೊಚ್ಚಹಳ್ಳಿ ದೇವರಾಜ್, ಬಿಟರ್ ಮಂಜು, ಮಹಿಳಾ ಮತ್ತು ಮಕ್ಕಳ ಕಲ್ಯಾಣ ಇಲಾಖೆ ಕನ್ನಮ್ಮ, ನಾಗರಾಜ್, ಶಾಲಾ ಶಿಕ್ಷಕರಾದ ಶ್ರೀಲಕ್ಷ್ಮಿ, ಲಕ್ಷ್ಮಿನರಸಮ್ಮ ಊರಿನ ಹಿರಿಯರು ಇನ್ನಿತರರು ಅನೇಕ ಕಾರ್ಯಕ್ರಮದಲ್ಲಿ [413,1082,583,1231]
tv-movie-title: ಕುರಿಗಳು ಸಾರ್ ಕುರಿಗಳು [138,794,224,807]
tv-movie-title: ಧರ್ಮ [169,1044,193,1057]
tv-cast: ದರ್ಶನ್, ದೀಪಾಸನ್ನಿಧಿ [151,636,211,647]
good-word-credit: – ಸುಭಾಷಿತರತ್ನ ಸಮುಚ್ಚಯ [150,123,230,133]
hani-line: ನೀಡುವುದು ಅಸಾಧ್ಯವೆಂದಿದ್ದಾರೆ ಪ್ರಧಾನಿ [23,195,130,206]
paper-name: ಕೋಲಾರ ಪತ್ರಿಕೆ [16,20,71,33]
tv-cast: ಗಣೇಶ್ ಮತ್ತಿತರರು [154,596,208,607]
article2-col1: ಶ್ರೀನಿವಾಸಪುರ: ಯಾಂತ್ರೀಕೃತ ಜೀವನದಿಂದ ಪ್ರಸ್ತುತ ದಿನಗಳಲ್ಲಿ ದೇಶದ ಜನತೆ ಇಲ್ಲದೆ ಕೇವಲ ಬುದ್ಧಿಶಕ್ತಿಗೆ ಮಾತ್ರ ಒತ್ತು ನೀಡುತ್ತಿರುವುದರಿಂದ ಮಾನಸಿಕ ಖಿನ್ನತೆ ಹೆಚ್ಚಾಗುತ್ತಿದೆ ಎಂದು ಜೆಸಿ ಕಾಲೇಜಿನ ದೈಹಿಕ ಶಿಕ್ಷಣ ನಿರ್ದೇಶಕ ಜಿ.ಜೆ.ಹೇಮಂತ್‌ಕುಮಾರ್ ಹೇಳಿದರು. ಪಟ್ಟಣದ ಪ್ರಥಮ ದರ್ಜೆ ಕಾಲೇಜಿನಲ್ಲಿ ನಡೆದ ಪ್ರತಿಭಾ ಕಾರಂಜಿ ಹಾಗೂ ಕ್ರೀಡಾ ಮಹೋತ್ಸವದ ಕಾರ್ಯಕ್ರಮದಲ್ಲಿ ಮಾತನಾಡಿದರು. ಈ ಸ್ಪರ್ಧೆಯ ವಿಶೇಷವಾದ ಕ್ರೀಡಾಕೂಟಕ್ಕೆ ಶ್ರೀನಿವಾಸಪುರ ಜಿ.ಕೆ. ವೆಂಗಟೇಶ್‌ರೆಡ್ಡಿ ಅವರು ಚಾಲನೆ ನೀಡಿದರು. [246,706,412,809]
article1-col1: ಟೇಕಲ್: ಇಂದು ರಾಜ್ಯದಲ್ಲಿ ಕನ್ನಡ ಉಳಿಯಬೇಕಾದರೆ ಅದನ್ನು ಹೆಚ್ಚು ಪೋಷಿಸಿ ಬೆಳೆಸುತ್ತಿರುವವರು ಆಟೋ ಚಾಲಕರು. ಅವರು ಪ್ರತಿದಿನ ದುಡಿಮೆಯನ್ನು ನಂಬಿ ತಾಯಿ ಭುವನೇಶ್ವರಿಯನ್ನು ಆರಾಧಿಸುತ್ತಾ ಕನ್ನಡವನ್ನು ಪ್ರೋತ್ಸಾಹಿಸುತ್ತಿದ್ದಾರೆ ಎಂದು ಯುವ ಕಾಂಗ್ರೆಸ್ ಮುಖಂಡ ಹಾಗೂ ಸಮಾಜಸೇವಕ, ಗ್ರಾ.ಪಂ.ಸದಸ್ಯ ಕೆ.ಎಸ್.ವೆಂಕಟೇಶಗೌಡರು ತಿಳಿಸಿದರು. ಟೇಕಲ್ ಸರ್ಕಲ್‌ನಲ್ಲಿ ಎಲ್ಲಾ ಆಟೋ ಚಾಲಕರ ಸಂಘ ಹಾಗೂ ಮಾಲೀಕರು ಏರ್ಪಡಿಸಿದ 69ನೇ ಕನ್ನಡ ರಾಜ್ಯೋತ್ಸವ ಹಾಗೂ ಶಂಕರ್‌ನಾಗ್‌ರವರ ಹುಟ್ಟುಹಬ್ಬದ ಪ್ರಯುಕ್ತ ತಾಯಿ ಭುವನೇಶ್ವರಿಗೆ ಪೂಜೆ ಸಲ್ಲಿಸಿ ಮಾತನಾಡುತ್ತಿದ್ದರು. ಟೇಕಲ್ ಅಭಿವೃದ್ಧಿ ಪಥದತ್ತ ಸಾಗಲು ಶಾಸಕ ಕೆ.ವೈ.ನಂಜೇಗೌಡರು ಹಲವಾರು [246,280,392,429]
butterfly-col1: ಟೇಕಲ್: ಚಿಟ್ಟೆಗಳು ತನ್ನ ಬಣ್ಣಗಳಿಂದಲೇ ಹೆಸರುವಾಸಿಯಾಗಿವೆ. ನಮ್ಮ ಊಹೆಗೂ ನಿಲುಕದಷ್ಟು ಬಣ್ಣಗಳು ಚಿಟ್ಟೆಗಳ ಮೈಮೇಲಿವೆ. ಅದರಂತೆಯೇ ಟೇಕಲ್‌ನ ಯಲುವಗುಳಿಯ ಗ್ರಾಮದ ಕೀರ್ತಿ ಎಂಬುವರ ಮನೆಯಲ್ಲಿ ಕಾಣಸಿಗುತ್ತ ಬಣ್ಣದ ಚಿಟ್ಟೆಯೊಂದು ಅತಿಥಿಯಾಗಿ ಬಂದಿತ್ತು. ಮನೆಯಂಗಳಕ್ಕೆ ಇದ್ದ ಕ್ರಿಮಿಗಳ ಶುಭ ಚಿಟ್ಟೆಯು ಬಹಳ ಸುಂದರವಾಗಿತ್ತು. ಅದನ್ನು [705,1340,815,1454]
article2-photo-dais-certificates [246,566,586,702]
article1-photo-rajyotsava-crowd [246,98,676,274]
article2-side-col: ಸಲಹೆ ನೀಡಿದರು. ವಿದ್ಯಾರ್ಥಿಗಳು ಕ್ರೀಡಾ ಮನೋಭಾವವನ್ನು ಬೆಳೆಸಿಕೊಂಡು ದೈಹಿಕ ಮತ್ತು ಮಾನಸಿಕ ಸ್ಥಿತಿಯನ್ನು ಉತ್ತಮ ಪಡಿಸಿಕೊಳ್ಳಬೇಕು ಹಾಗೂ ಆರೋಗ್ಯವೇ ನಮಗೆ ಸಂಪತ್ತು ಎಂದು ತಿಳಿಸಿದರು. ಕಾಲೇಜಿನ ಪ್ರಾಂಶುಪಾಲರಾದ ಪ್ರೊ. ನಟ್ಟೇರಯ್ಯ ಅವರು ಇತ್ತೀಚಿನ ದಿನಗಳಲ್ಲಿ ವಿದ್ಯಾರ್ಥಿಗಳು ಮೊಬೈಲ್ ಚಟಕ್ಕೆ ಒಳಗಾಗುತ್ತಿದ್ದು ಇದು ಮಾನಸಿಕ ಆರೋಗ್ಯಕ್ಕೆ ಹೊಂದರೆಯನ್ನು ಉಂಟು ಮಾಡುತ್ತಿದೆ, ಹಾಗಾಗಿ ವಿದ್ಯಾರ್ಥಿಗಳು ಕ್ರೀಡೆಯು ಮಾನಸಿಕ ಸ್ವಾಸ್ಥ್ಯವನ್ನು ಕಾಪಾಡುತ್ತದೆ ಎಂದು ತಿಳಿಸಿದರು. [592,566,698,726]
power-outage-headline: ಇಂದು ವಿವಿಧೆಡೆ ವಿದ್ಯುತ್ ವ್ಯತ್ಯಯ [743,41,899,57]
cricket-box [8,1408,239,1506]
tv-movie-title: ದಿಲ್‌ವಾಲ [163,1004,199,1017]
event-body-1: ಕೋಲಾರದ ಪಿ.ಸಿ. ಬಡಾವಣೆಯ ಗಾಯತ್ರೀ ಪ್ರಾರ್ಥನಾ ಮಂದಿರದಲ್ಲಿ ಜಿಲ್ಲಾ ಯಾಜ್ಞವಲ್ಕ್ಯ ಸೇವಾ ಟ್ರಸ್ಟ್ ಆಶ್ರಯದಲ್ಲಿ ರೂಪಿಸಿರುವ ನಡುಗುರು ಯಾಜ್ಞವಲ್ಕ್ಯ ಮಹರ್ಷಿಗಳ ಜಯಂತಿ ನಿಮಿತ್ತ ಇಂದು ಬೆಳಿಗ್ಗೆ 8 ಘಂಟೆಗೆ ಬುಡೇಸಾಬ ಶರ್ಮ ಮತ್ತು ಸುಗಮಿಗರ ನೇತೃತ್ವದಲ್ಲಿ ಸುಪ್ರಭಾತ ಸೇವೆ, ಪುಣ್ಯಾಹ ವಾಚನ, ಕಳಶ ಸ್ಥಾಪನೆ, 8 ಘಂಟೆಗೆ ಯಾಜ್ಞವಲ್ಕ್ಯ ಮಹರ್ಷಿ ಜಯಂತಿ, 9 ಘಂಟೆಗೆ ಗಣಪತಿ ಪೂಜೆ, ಮೃತ್ಯುಂಜಯ ಹೋಮ, ನವಗ್ರಹ ಆರಾಧನೆ, 9-30 ಘಂಟೆಗೆ ಮಾರ್ತಾಂಡ ಹೋಮ, ಪಂಚಾಮೃತ ಅಭಿಷೇಕ, ರುದ್ರಾಭಿಷೇಕ, ಸಹಸ್ರ ನಾಮ ಅರ್ಚನೆ, 10-30ಕ್ಕೆ ಪೂರ್ಣಾಹುತಿ, 10 ಘಂಟೆಯಿಂದ ವೇದಿಕೆ ಕಾರ್ಯಕ್ರಮ, ಮಾನ್ಯರಿಗೆ ಸನ್ಮಾನ ಮತ್ತು ಪ್ರತಿಭಾ ಪುರಸ್ಕಾರ, ಮಧ್ಯಾಹ್ನ 1-00 ಘಂಟೆಗೆ ಅನ್ನಸಂತರ್ಪಣ ಸೇವೆ, ಮಹಾ ಮಂಗಳಾರತಿ. [12,469,118,699]
date-label: 10-11-2024 [863,19,929,35]
tv-time: ಇಂದು ಸಂಜೆ 4 ಘಂಟೆಗೆ [148,992,214,1003]
tv-cast: ಅಂಬರೀಶ್, ವನಿತಾವಾಸು ದೇವರಾಜ್ ಮತ್ತಿತರರು [130,1098,232,1121]
